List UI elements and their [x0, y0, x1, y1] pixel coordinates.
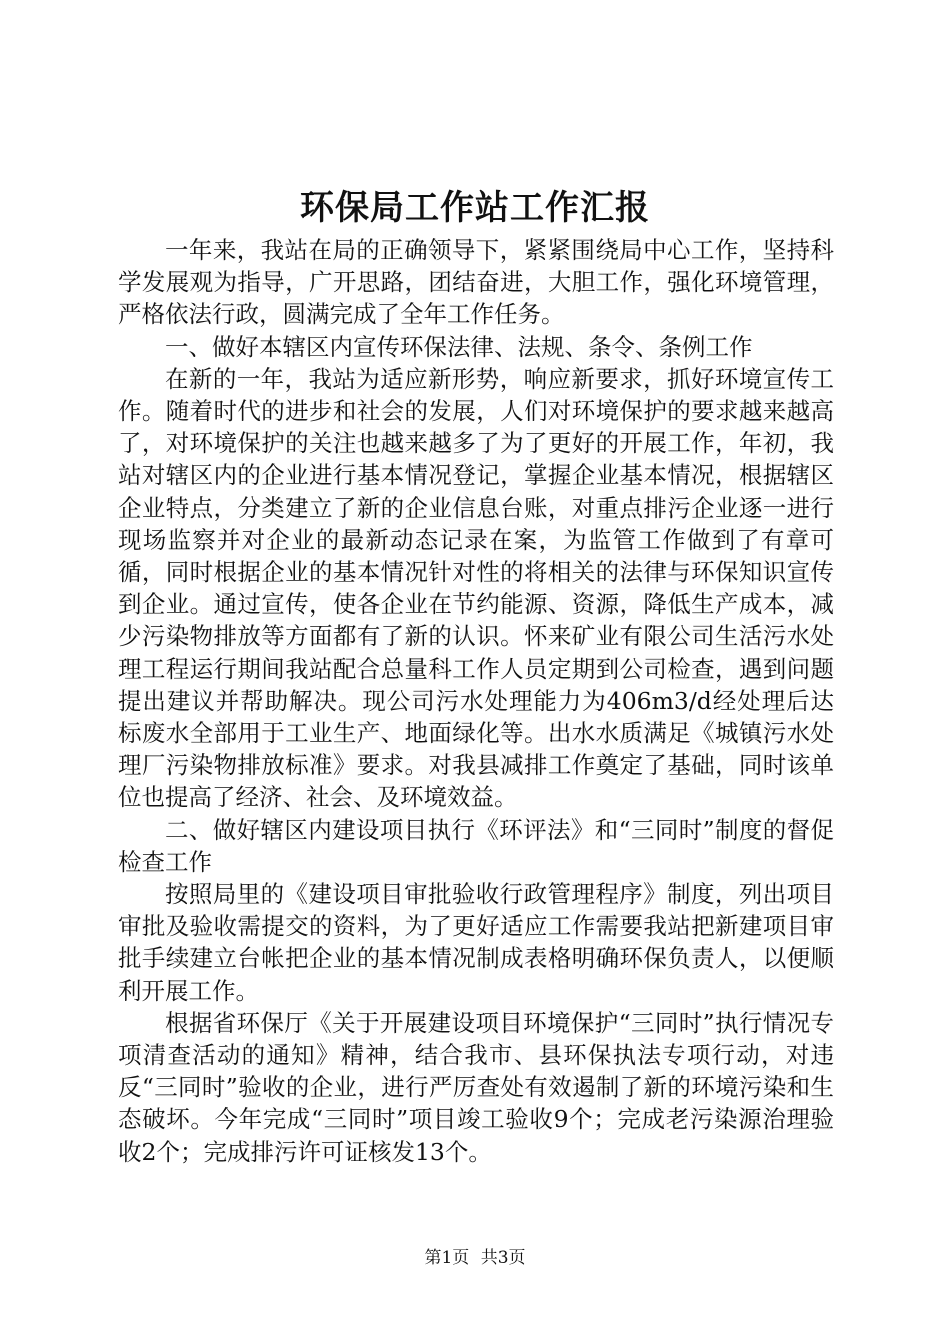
page-number: 第1页 — [424, 1248, 470, 1268]
section-heading-2: 二、做好辖区内建设项目执行《环评法》和“三同时”制度的督促检查工作 — [118, 815, 834, 876]
section-heading-1: 一、做好本辖区内宣传环保法律、法规、条令、条例工作 — [165, 332, 753, 361]
page-footer — [0, 1247, 950, 1269]
paragraph-section-2b: 根据省环保厅《关于开展建设项目环境保护“三同时”执行情况专项清查活动的通知》精神，结合我市、县环保执法专项行动，对违反“三同时”验收的企业，进行严厉查处有效遏制了新的环境污染和生态破坏。今年完成“三同时”项目竣工验收9个；完成老污染源治理验收2个；完成排污许可证核发13个。 — [118, 1008, 834, 1166]
paragraph-section-2a: 按照局里的《建设项目审批验收行政管理程序》制度，列出项目审批及验收需提交的资料，为了更好适应工作需要我站把新建项目审批手续建立台帐把企业的基本情况制成表格明确环保负责人，以便顺利开展工作。 — [118, 880, 834, 1005]
paragraph-intro: 一年来，我站在局的正确领导下，紧紧围绕局中心工作，坚持科学发展观为指导，广开思路，团结奋进，大胆工作，强化环境管理，严格依法行政，圆满完成了全年工作任务。 — [118, 236, 834, 329]
document-title: 环保局工作站工作汇报 — [300, 188, 650, 228]
page-total: 共3页 — [480, 1248, 526, 1268]
paragraph-section-1: 在新的一年，我站为适应新形势，响应新要求，抓好环境宣传工作。随着时代的进步和社会的发展，人们对环境保护的要求越来越高了，对环境保护的关注也越来越多了为了更好的开展工作，年初，我站对辖区内的企业进行基本情况登记，掌握企业基本情况，根据辖区企业特点，分类建立了新的企业信息台账，对重点排污企业逐一进行现场监察并对企业的最新动态记录在案，为监管工作做到了有章可循，同时根据企业的基本情况针对性的将相关的法律与环保知识宣传到企业。通过宣传，使各企业在节约能源、资源，降低生产成本，减少污染物排放等方面都有了新的认识。怀来矿业有限公司生活污水处理工程运行期间我站配合总量科工作人员定期到公司检查，遇到问题提出建议并帮助解决。现公司污水处理能力为406m3/d经处理后达标废水全部用于工业生产、地面绿化等。出水水质满足《城镇污水处理厂污染物排放标准》要求。对我县减排工作奠定了基础，同时该单位也提高了经济、社会、及环境效益。 — [118, 364, 834, 812]
document-body — [118, 234, 834, 1168]
